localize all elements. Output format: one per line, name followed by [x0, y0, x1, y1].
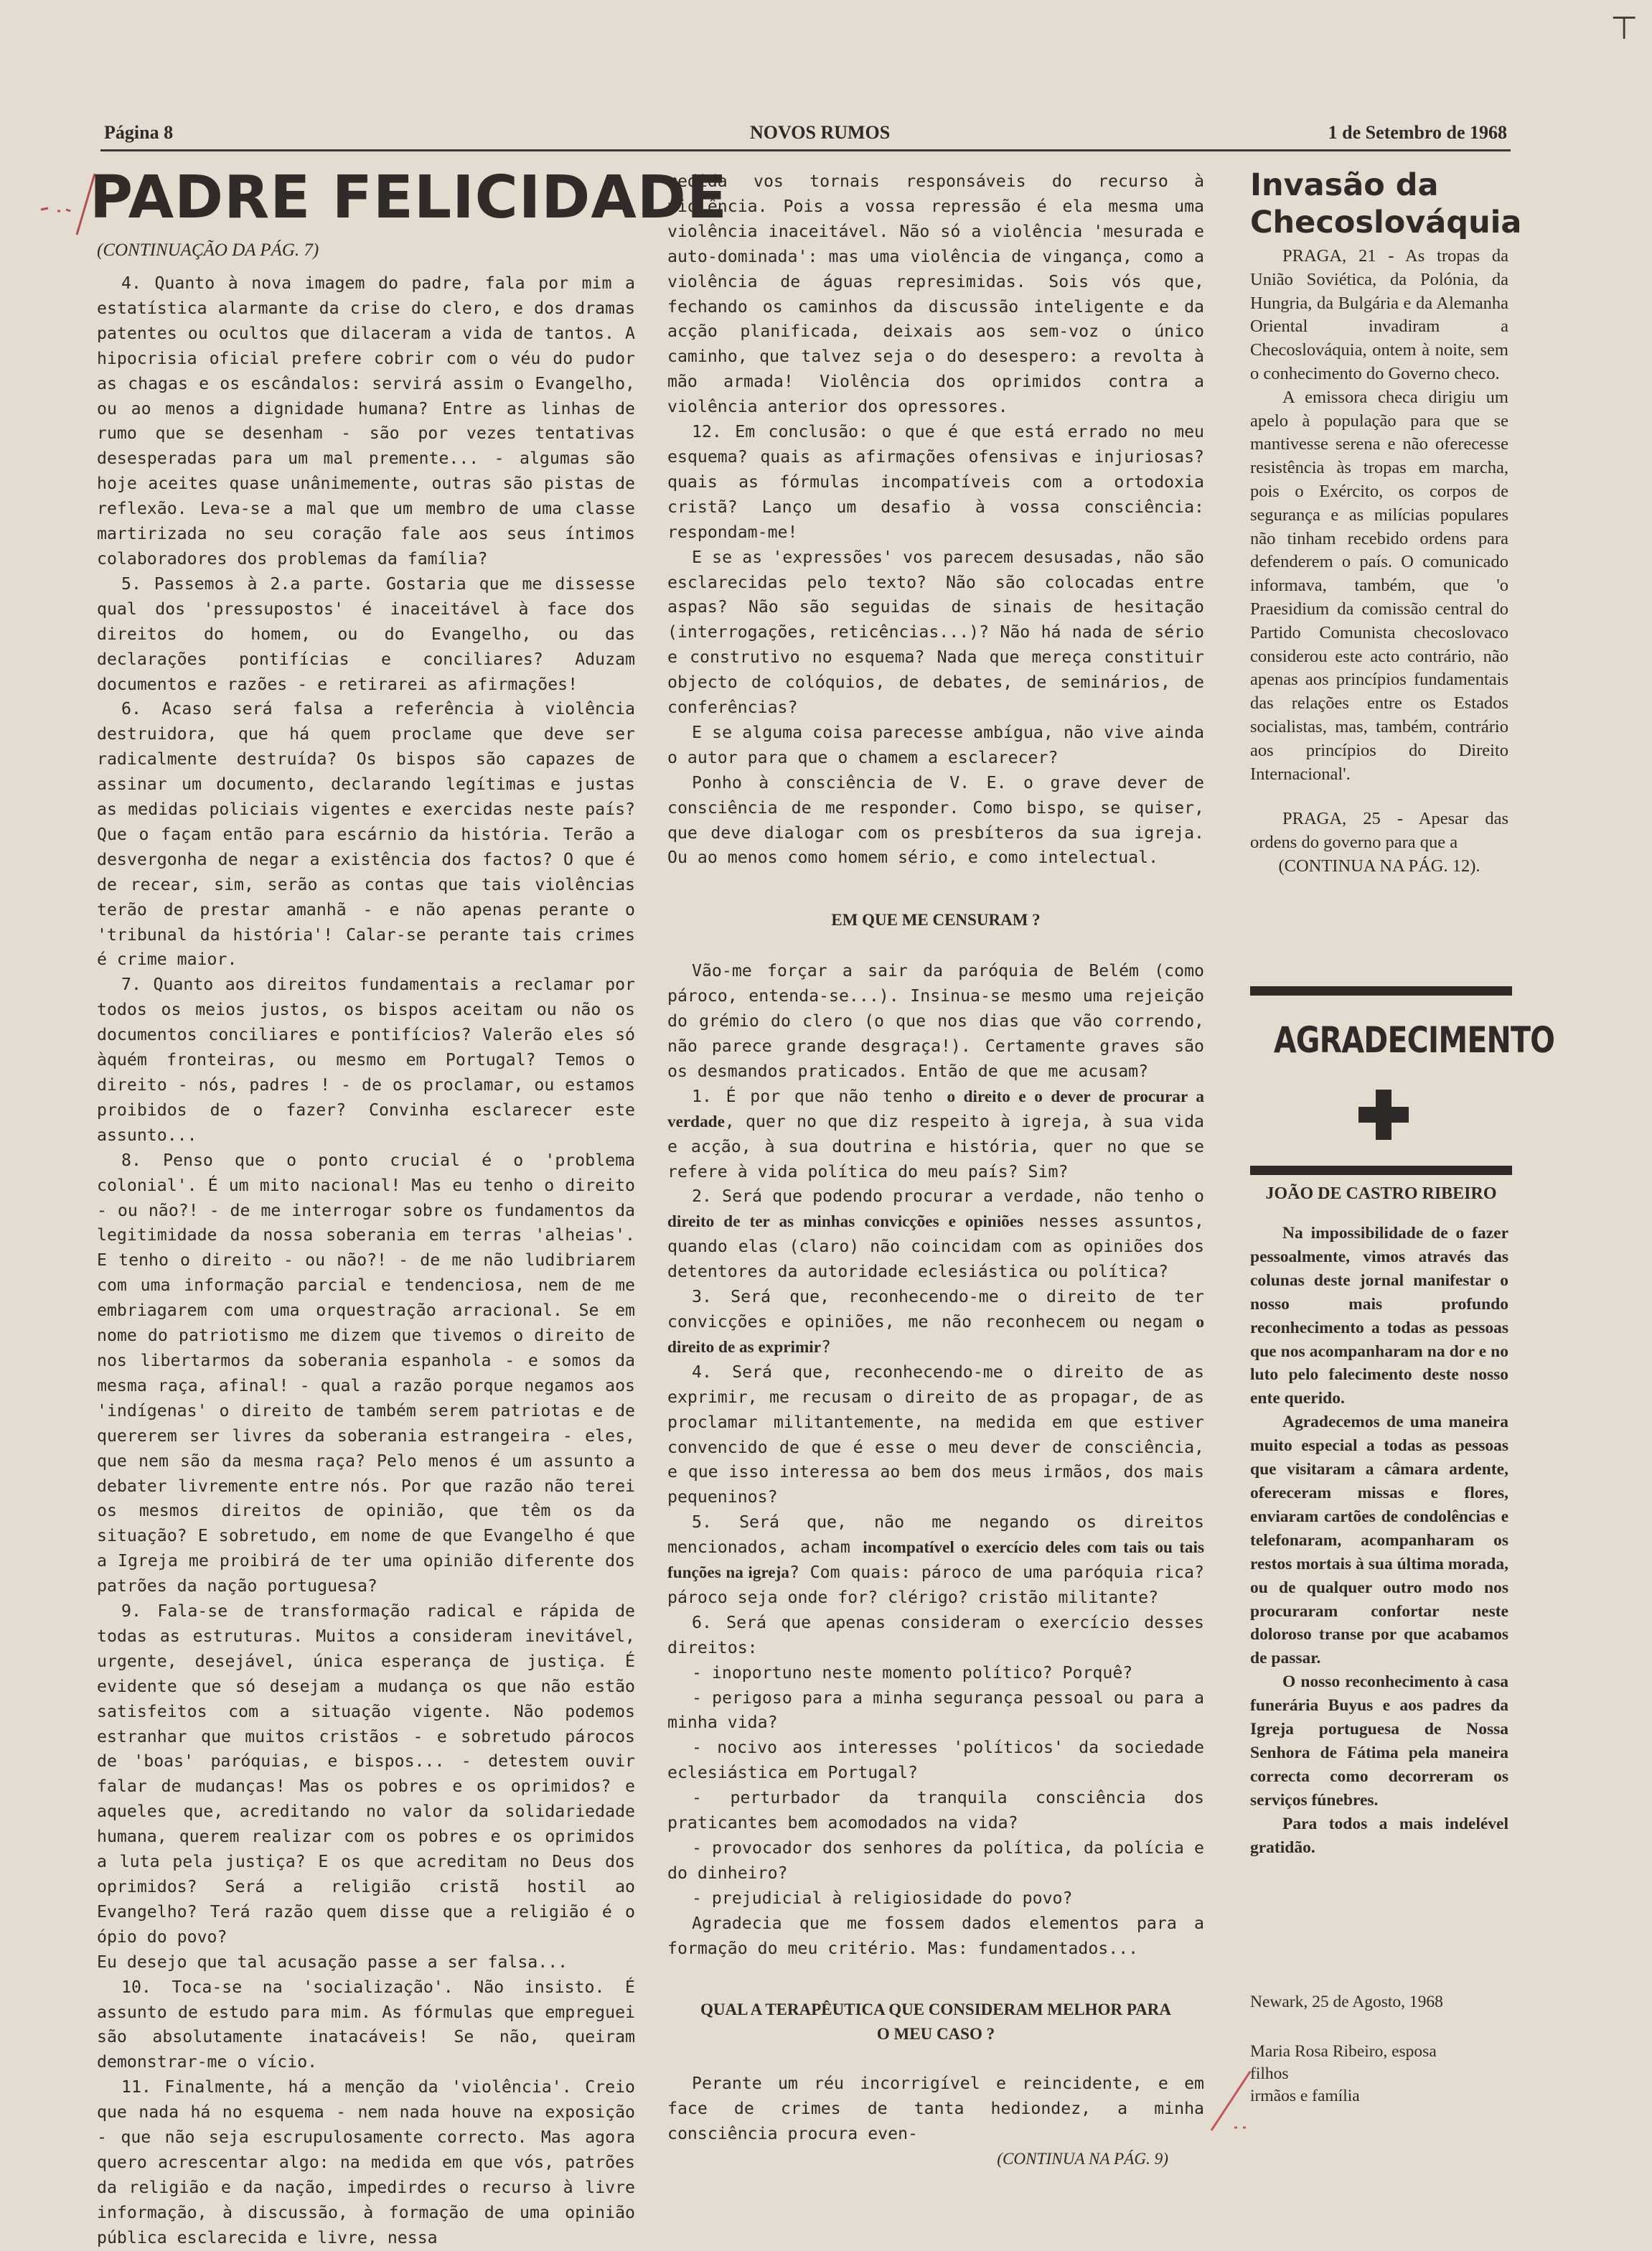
- article-paragraph: E se alguma coisa parecesse ambígua, não vive ainda o autor para que o chamem a esclarecer?: [667, 722, 1204, 767]
- question-3: [667, 1285, 1204, 1360]
- thanks-paragraph: Para todos a mais indelével gratidão.: [1250, 1814, 1508, 1857]
- pencil-mark-icon: [1206, 2067, 1263, 2132]
- thanks-paragraph: Na impossibilidade de o fazer pessoalmente, vimos através das colunas deste jornal manifestar o nosso mais profundo reconhecimento a todas as pessoas que nos acompanharam na dor e no luto pelo falecimento deste nosso ente querido.: [1250, 1224, 1508, 1408]
- question-emphasis: direito de ter as minhas convicções e opiniões: [667, 1212, 1024, 1232]
- article-paragraph: 12. Em conclusão: o que é que está errado no meu esquema? quais as afirmações ofensivas e injuriosas? quais as fórmulas incompatíveis com a ortodoxia cristã? Lanço um desafio à vossa consciência: respondam-me!: [667, 422, 1204, 542]
- divider-bar: [1250, 986, 1512, 996]
- question-text: 3. Será que, reconhecendo-me o direito de ter convicções e opiniões, me não reconhecem ou negam: [667, 1287, 1204, 1332]
- page-header: [104, 122, 1507, 158]
- question-4: 4. Será que, reconhecendo-me o direito de as exprimir, me recusam o direito de as propagar, de as proclamar militantemente, na medida em que estiver convencido de que é esse o meu dever de consciência, e que isso interessa ao bem dos meus irmãos, dos mais pequeninos?: [667, 1362, 1204, 1507]
- invasion-paragraph: PRAGA, 25 - Apesar das ordens do governo para que a: [1250, 809, 1508, 853]
- invasion-paragraph: A emissora checa dirigiu um apelo à população para que se mantivesse serena e não oferecesse resistência às tropas em marcha, pois o Exército, os corpos de segurança e as milícias populares não tinham recebido ordens para defenderem o país. O comunicado informava, também, que 'o Praesidium da comissão central do Partido Comunista checoslovaco considerou este acto contrário, não apenas aos princípios fundamentais das relações entre os Estados socialistas, mas, também, contrário aos princípios do Direito Internacional'.: [1250, 387, 1508, 784]
- question-emphasis: o direito e o dever de procurar a verdade: [667, 1087, 1204, 1131]
- divider-bar: [1250, 1166, 1512, 1175]
- thanks-paragraph: O nosso reconhecimento à casa funerária Buyus e aos padres da Igreja portuguesa de Nossa Senhora de Fátima pela maneira correcta como decorreram os serviços fúnebres.: [1250, 1672, 1508, 1810]
- question-text: 5. Será que, não me negando os direitos mencionados, acham: [667, 1512, 1204, 1558]
- continues-note: (CONTINUA NA PÁG. 9): [997, 2150, 1168, 2169]
- newspaper-name: NOVOS RUMOS: [750, 122, 891, 143]
- article-paragraph: 5. Passemos à 2.a parte. Gostaria que me dissesse qual dos 'pressupostos' é inaceitável à face dos direitos do homem, ou do Evangelho, ou das declarações pontifícias e conciliares? Aduzam documentos e razões - e retirarei as afirmações!: [97, 574, 635, 694]
- issue-date: 1 de Setembro de 1968: [1328, 122, 1507, 143]
- article-paragraph: 8. Penso que o ponto crucial é o 'problema colonial'. É um mito nacional! Mas eu tenho o direito - ou não?! - de me interrogar sobre os fundamentos da legitimidade da nossa soberania em terras 'alheias'. E tenho o direito - ou não?! - de me não ludibriarem com uma informação parcial e tendenciosa, nem de me embriagarem com uma orquestração arracional. Se em nome do patriotismo me dizem que tivemos o direito de nos libertarmos da soberania espanhola - e somos da mesma raça, afinal! - qual a razão porque negamos aos 'indígenas' o direito de também serem patriotas e de quererem ser livres da soberania estrangeira - eles, que nem são da mesma raça? Pelo menos é um assunto a debater livremente entre nós. Por que razão não terei os mesmos direitos de opinião, que têm os da situação? E sobretudo, em nome de que Evangelho é que a Igreja me proibirá de ter uma opinião diferente dos patrões da nação portuguesa?: [97, 1150, 635, 1596]
- invasion-continues-note: (CONTINUA NA PÁG. 12).: [1278, 856, 1480, 876]
- question-1: [667, 1085, 1204, 1185]
- corner-registration-mark: ⊤: [1610, 10, 1638, 47]
- question-6-option: - provocador dos senhores da política, da polícia e do dinheiro?: [667, 1838, 1204, 1883]
- signature-line: Maria Rosa Ribeiro, esposa: [1250, 2042, 1437, 2061]
- article-paragraph: 6. Acaso será falsa a referência à violência destruidora, que há quem proclame que deve ser radicalmente destruída? Os bispos são capazes de assinar um documento, declarando legítimas e justas as medidas policiais vigentes e exercidas neste país? Que o façam então para escárnio da história. Terão a desvergonha de negar a existência dos factos? O que é de recear, sim, serão as contas que tais violências terão de prestar amanhã - e não apenas perante o 'tribunal da história'! Calar-se perante tais crimes é crime maior.: [97, 699, 635, 970]
- question-emphasis: incompatível o exercício deles com tais ou tais funções na igreja: [667, 1538, 1204, 1583]
- article-paragraph: medida vos tornais responsáveis do recurso à violência. Pois a vossa repressão é ela mesma uma violência inaceitável. Não só a violência 'mesurada e auto-dominada': mas uma violência de vingança, como a violência de águas represimidas. Sois vós que, fechando os caminhos da discussão inteligente e da acção planificada, deixais aos sem-voz o único caminho, que talvez seja o do desespero: a revolta à mão armada! Violência dos oprimidos contra a violência anterior dos opressores.: [667, 172, 1204, 417]
- question-text: nesses assuntos, quando elas (claro) não coincidam com as opiniões dos detentores da autoridade eclesiástica ou política?: [667, 1212, 1204, 1282]
- question-text: ? Com quais: pároco de uma paróquia rica? pároco seja onde for? clérigo? cristão militante?: [667, 1563, 1204, 1607]
- place-date: Newark, 25 de Agosto, 1968: [1250, 1993, 1443, 2011]
- subheading-therapy: QUAL A TERAPÊUTICA QUE CONSIDERAM MELHOR PARA O MEU CASO ?: [700, 2000, 1171, 2044]
- article-paragraph: 4. Quanto à nova imagem do padre, fala por mim a estatística alarmante da crise do clero, e dos dramas patentes ou ocultos que dilaceram a vida de tantos. A hipocrisia oficial prefere cobrir com o véu do pudor as chagas e os escândalos: servirá assim o Evangelho, ou ao menos a dignidade humana? Entre as linhas de rumo que se desenham - são por vezes tentativas desesperadas para um mal premente... - algumas são hoje aceites quase unânimemente, outras são pistas de reflexão. Leva-se a mal que um membro de uma classe martirizada no seu coração fale aos seus íntimos colaboradores dos problemas da família?: [97, 273, 635, 568]
- question-6-option: - nocivo aos interesses 'políticos' da sociedade eclesiástica em Portugal?: [667, 1738, 1204, 1783]
- article-column-2: [667, 169, 1204, 2172]
- signature-line: filhos: [1250, 2064, 1289, 2083]
- page-number: Página 8: [104, 122, 174, 143]
- invasion-paragraph: PRAGA, 21 - As tropas da União Soviética, da Polónia, da Hungria, da Bulgária e da Alemanha Oriental invadiram a Checoslováquia, ontem à noite, sem o conhecimento do Governo checo.: [1250, 246, 1508, 383]
- article-paragraph: 11. Finalmente, há a menção da 'violência'. Creio que nada há no esquema - nem nada houve na exposição - que não seja escrupulosamente correcto. Mas agora quero acrescentar algo: na medida em que vós, patrões da religião e da nação, impedirdes o recurso à livre informação, à discussão, à formação de uma opinião pública esclarecida e livre, nessa: [97, 2077, 635, 2247]
- article-paragraph: Ponho à consciência de V. E. o grave dever de consciência de me responder. Como bispo, se quiser, que deve dialogar com os presbíteros da sua igreja. Ou ao menos como homem sério, e como intelectual.: [667, 772, 1204, 868]
- question-6-option: - perturbador da tranquila consciência dos praticantes bem acomodados na vida?: [667, 1788, 1204, 1833]
- article-paragraph: Perante um réu incorrigível e reincidente, e em face de crimes de tanta hediondez, a minha consciência procura even-: [667, 2074, 1204, 2144]
- question-text: 1. É por que não tenho: [692, 1086, 947, 1106]
- article-paragraph: Eu desejo que tal acusação passe a ser falsa...: [97, 1952, 568, 1972]
- question-text: ?: [821, 1337, 831, 1357]
- article-paragraph: Agradecia que me fossem dados elementos para a formação do meu critério. Mas: fundamentados...: [667, 1913, 1204, 1958]
- question-5: [667, 1510, 1204, 1611]
- article-paragraph: 9. Fala-se de transformação radical e rápida de todas as estruturas. Muitos a consideram inevitável, urgente, desejável, única esperança de justiça. É evidente que só desejam a mudança os que não estão satisfeitos com a situação vigente. Não podemos estranhar que muitos cristãos - e sobretudo párocos de 'boas' paróquias, e bispos... - detestem ouvir falar de mudanças! Mas os pobres e os oprimidos? e aqueles que, acreditando no valor da solidariedade humana, querem realizar com os pobres e os oprimidos a luta pela justiça? E os que acreditam no Deus dos oprimidos? Será a religião cristã hostil ao Evangelho? Terá razão quem disse que a religião é o ópio do povo?: [97, 1601, 635, 1947]
- subheading-censure: EM QUE ME CENSURAM ?: [831, 911, 1041, 930]
- article-column-1: [97, 271, 635, 2251]
- question-6-option: - inoportuno neste momento político? Porquê?: [692, 1662, 1133, 1683]
- question-6-option: - perigoso para a minha segurança pessoal ou para a minha vida?: [667, 1688, 1204, 1733]
- article-paragraph: E se as 'expressões' vos parecem desusadas, não são esclarecidas pelo texto? Não são colocadas entre aspas? Não são seguidas de sinais de hesitação (interrogações, reticências...)? Não há nada de sério e construtivo no esquema? Nada que mereça constituir objecto de colóquios, de debates, de seminários, de conferências?: [667, 547, 1204, 718]
- question-text: 2. Será que podendo procurar a verdade, não tenho o: [692, 1187, 1204, 1207]
- article-title: PADRE FELICIDADE: [90, 164, 728, 232]
- cross-icon: [1358, 1090, 1409, 1140]
- question-6-option: - prejudicial à religiosidade do povo?: [692, 1888, 1073, 1908]
- question-emphasis: o direito de as exprimir: [667, 1312, 1204, 1357]
- question-2: [667, 1184, 1204, 1285]
- thanks-notice: [1250, 1222, 1508, 1859]
- article-paragraph: 10. Toca-se na 'socialização'. Não insisto. É assunto de estudo para mim. As fórmulas que empreguei são absolutamente inatacáveis! Se não, queiram demonstrar-me o vício.: [97, 1977, 635, 2072]
- invasion-title: Invasão da Checoslováquia: [1250, 167, 1522, 240]
- question-6: 6. Será que apenas consideram o exercício desses direitos:: [667, 1612, 1204, 1657]
- article-paragraph: Vão-me forçar a sair da paróquia de Belém (como pároco, entenda-se...). Insinua-se mesmo uma rejeição do grémio do clero (o que nos dias que vão correndo, não parece grande desgraça!). Certamente graves são os desmandos praticados. Então de que me acusam?: [667, 961, 1204, 1081]
- thanks-paragraph: Agradecemos de uma maneira muito especial a todas as pessoas que visitaram a câmara ardente, ofereceram missas e flores, enviaram cartões de condolências e telefonaram, acompanharam os restos mortais à sua última morada, ou de qualquer outro modo nos procuraram confortar neste doloroso transe por que acabamos de passar.: [1250, 1413, 1508, 1668]
- deceased-name: JOÃO DE CASTRO RIBEIRO: [1265, 1184, 1497, 1203]
- article-paragraph: 7. Quanto aos direitos fundamentais a reclamar por todos os meios justos, os bispos aceitam ou não os documentos conciliares e pontifícios? Valerão eles só àquém fronteiras, ou mesmo em Portugal? Temos o direito - nós, padres ! - de os proclamar, ou estamos proibidos de o fazer? Convinha esclarecer este assunto...: [97, 975, 635, 1145]
- thanks-signature-block: [1250, 1991, 1508, 2107]
- continuation-note: (CONTINUAÇÃO DA PÁG. 7): [97, 240, 319, 260]
- question-text: , quer no que diz respeito à igreja, à sua vida e acção, à sua doutrina e história, quer no que se refere à vida política do meu país? Sim?: [667, 1111, 1204, 1181]
- signature-line: irmãos e família: [1250, 2087, 1360, 2105]
- invasion-article: [1250, 245, 1508, 879]
- header-rule: [100, 149, 1511, 151]
- thanks-title: AGRADECIMENTO: [1273, 1019, 1555, 1061]
